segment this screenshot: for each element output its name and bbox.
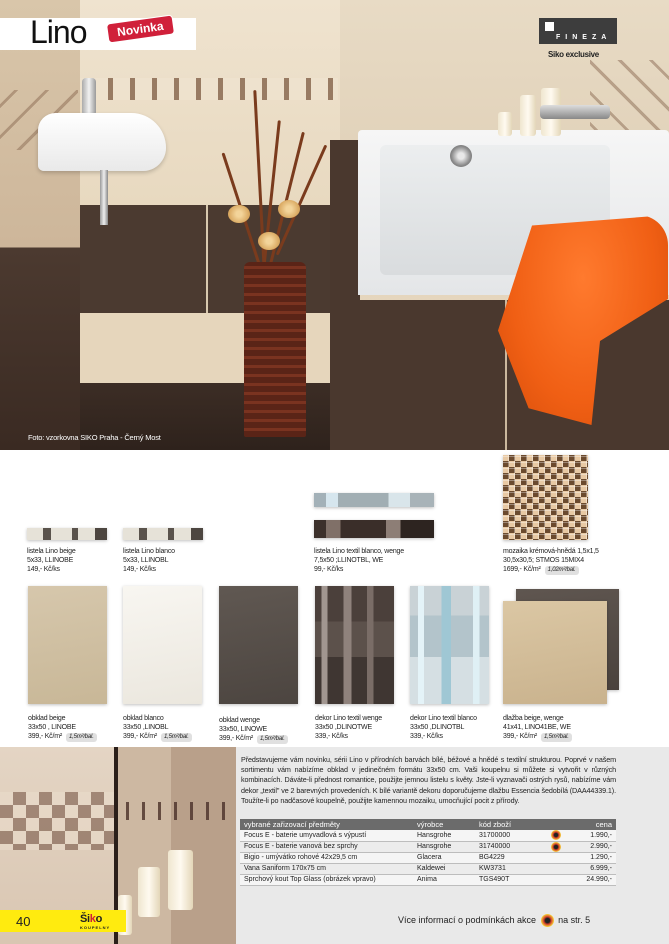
swatch-listela-textil-wenge [314,520,434,538]
cell-promo [547,863,567,874]
pack-size-badge: 1,5m²/bal. [66,733,97,742]
product-label-obklad-blanco: obklad blanco 33x50 ,LINOBL 399,- Kč/m² 1,5m²/bal. [123,714,192,742]
page-number: 40 [16,914,31,929]
promo-action-icon [541,914,554,927]
cell-code: 31700000 [475,830,547,841]
cell-item: Bigio - umývátko rohové 42x29,5 cm [240,852,413,863]
featured-items-table [240,819,616,886]
logo-text: o [95,913,103,925]
left-wall [0,0,80,450]
cell-promo [547,841,567,852]
corner-sink [38,113,166,171]
right-mosaic-strip [590,60,669,140]
swatch-listela-blanco [123,528,203,540]
pack-size-badge: 1,5m²/bal. [257,735,288,744]
col-maker: výrobce [413,819,475,830]
cell-item: Sprchový kout Top Glass (obrázek vpravo) [240,874,413,885]
table-row [240,841,616,852]
col-promo [547,819,567,830]
swatch-mosaic [503,455,588,540]
pack-size-badge: 1,5m²/bal. [161,733,192,742]
brand-subtitle: Siko exclusive [548,50,599,59]
product-label-obklad-beige: obklad beige 33x50 , LINOBE 399,- Kč/m² 1,5m²/bal. [28,714,97,742]
flower-decoration [228,205,250,223]
logo-text: Ši [80,913,90,925]
cell-price: 1.290,- [567,852,616,863]
swatch-obklad-beige [28,586,107,704]
new-badge: Novinka [106,14,175,43]
note-text-before: Více informací o podmínkách akce [398,914,537,925]
cell-maker: Glacera [413,852,475,863]
cell-code: TGS490T [475,874,547,885]
table-row [240,863,616,874]
flower-decoration [278,200,300,218]
fineza-brand-name: FINEZA [556,34,612,41]
photo-credit: Foto: vzorkovna SIKO Praha - Černý Most [28,433,161,442]
cell-item: Vana Saniform 170x75 cm [240,863,413,874]
cell-item: Focus E - baterie umyvadlová s výpustí [240,830,413,841]
wicker-vase [244,262,306,437]
cell-price: 24.990,- [567,874,616,885]
candle [168,850,193,910]
col-code: kód zboží [475,819,547,830]
detail-photo-dots [118,802,236,820]
cell-promo [547,852,567,863]
candle [520,95,536,136]
cell-promo [547,830,567,841]
swatch-dekor-wenge [315,586,394,704]
detail-photo-right-wall [118,747,236,944]
candle [498,112,512,136]
product-label-dlazba: dlažba beige, wenge 41x41, LINO41BE, WE 399,- Kč/m² 1,5m²/bal. [503,715,571,740]
sink-pipe [100,170,108,225]
cell-code: KW3731 [475,863,547,874]
product-label-listela-blanco: listela Lino blanco 5x33, LLINOBL 149,- Kč/ks [123,548,175,573]
description-panel [236,747,669,944]
page-title: Lino [30,14,87,50]
cell-code: BG4229 [475,852,547,863]
table-row [240,852,616,863]
cell-price: 1.990,- [567,830,616,841]
note-text-after: na str. 5 [558,914,591,925]
logo-text-accent: k [89,913,96,925]
tub-side-tiles [330,140,360,305]
cell-promo [547,874,567,885]
cell-maker: Kaldewei [413,863,475,874]
pack-size-badge: 1,02m²/bal. [545,566,579,575]
sink-faucet [82,78,96,116]
cell-maker: Hansgrohe [413,830,475,841]
swatch-obklad-wenge [219,586,298,704]
tub-overflow [450,145,472,167]
cell-price: 2.990,- [567,841,616,852]
col-item: vybrané zařizovací předměty [240,819,413,830]
promo-conditions-note [398,914,590,927]
table-row [240,874,616,885]
table-row [240,830,616,841]
detail-photo-mosaic [0,792,114,850]
pack-size-badge: 1,5m²/bal. [541,733,572,742]
intro-paragraph: Představujeme vám novinku, sérii Lino v přírodních barvách bílé, béžové a hnědé s textilní strukturou. Poprvé v našem sortimentu vám nabízíme obklad v jedinečném formátu 33x50 cm. Vaši koupelnu si můžete si vytvořit v různých kombinacích. Dáváte-li přednost romantice, použijte jemnou listelu s květy. Jste-li vyznavači ostrých rysů, nabízíme vám dekor „textil" ve 2 barevných provedeních. K bílé variantě dekoru doporučujeme dlažbu Essencia šedobílá (DAA44339.1). Toužíte-li po nadčasové koupelně, použijte kamennou mozaiku, umocňující pocit z přírody. [241,755,616,805]
candle [138,867,160,917]
product-label-mosaic: mozaika krémová-hnědá 1,5x1,5 30,5x30,5; STMOS 15MIX4 1699,- Kč/m² 1,02m²/bal. [503,548,599,573]
product-label-dekor-wenge: dekor Lino textil wenge 33x50 ,DLINOTWE 339,- Kč/ks [315,715,382,740]
cell-code: 31740000 [475,841,547,852]
mosaic-border-strip [78,78,338,100]
cell-maker: Hansgrohe [413,841,475,852]
siko-logo-subtitle: KOUPELNY [80,925,111,930]
swatch-dekor-blanco [410,586,489,704]
flower-decoration [258,232,280,250]
cell-price: 6.999,- [567,863,616,874]
swatch-obklad-blanco [123,586,202,704]
promo-action-icon [551,830,561,840]
swatch-listela-textil-blanco [314,493,434,507]
bath-mixer [540,105,610,119]
product-catalog [0,450,669,747]
fineza-logo-square-icon [545,22,554,31]
table-header-row [240,819,616,830]
cell-maker: Anima [413,874,475,885]
col-price: cena [567,819,616,830]
product-label-dekor-blanco: dekor Lino textil blanco 33x50 ,DLINOTBL 339,- Kč/ks [410,715,477,740]
swatch-dlazba-beige [503,601,607,704]
cell-item: Focus E - baterie vanová bez sprchy [240,841,413,852]
product-label-listela-textil: listela Lino textil blanco, wenge 7,5x50 ;LLINOTBL, WE 99,- Kč/ks [314,548,404,573]
product-label-obklad-wenge: obklad wenge 33x50, LINOWE 399,- Kč/m² 1,5m²/bal. [219,716,288,744]
promo-action-icon [551,842,561,852]
siko-logo [80,913,102,925]
product-label-listela-beige: listela Lino beige 5x33, LLINOBE 149,- Kč/ks [27,548,76,573]
swatch-listela-beige [27,528,107,540]
hero-bathroom-photo [0,0,669,450]
